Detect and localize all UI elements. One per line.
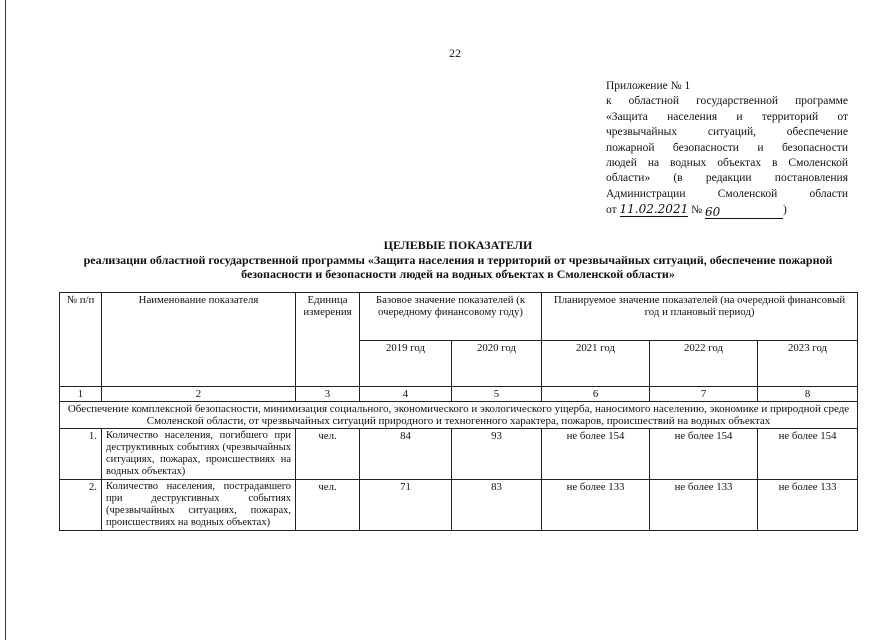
column-number: 1 — [60, 387, 102, 402]
column-number: 8 — [758, 387, 858, 402]
row-2023: не более 133 — [758, 480, 858, 531]
year-2020: 2020 год — [452, 341, 542, 387]
header-base: Базовое значение показателей (к очередному финансовому году) — [360, 293, 542, 341]
column-number: 2 — [102, 387, 296, 402]
section-heading: Обеспечение комплексной безопасности, минимизация социального, экономического и экологического ущерба, наносимого населению, экономике и природной среде Смоленской области, от чрезвычайных ситуаций природного и техногенного характера, пожаров, происшествий на водных объектах — [60, 402, 858, 429]
year-2022: 2022 год — [650, 341, 758, 387]
column-number: 3 — [296, 387, 360, 402]
header-unit: Единица измерения — [296, 293, 360, 387]
column-number: 6 — [542, 387, 650, 402]
number-prefix: № — [691, 204, 703, 217]
appendix-block — [606, 79, 848, 219]
header-num: № п/п — [60, 293, 102, 387]
table-row — [60, 429, 858, 480]
year-2023: 2023 год — [758, 341, 858, 387]
row-2021: не более 154 — [542, 429, 650, 480]
table-row — [60, 480, 858, 531]
column-number: 4 — [360, 387, 452, 402]
row-2020: 93 — [452, 429, 542, 480]
appendix-line: людей на водных объектах в Смоленской — [606, 157, 848, 170]
indicators-table — [59, 292, 858, 531]
row-2019: 71 — [360, 480, 452, 531]
column-number: 5 — [452, 387, 542, 402]
appendix-line: Администрации Смоленской области — [606, 187, 848, 200]
row-num: 1. — [60, 429, 102, 480]
row-num: 2. — [60, 480, 102, 531]
appendix-line: Приложение № 1 — [606, 80, 691, 92]
header-name: Наименование показателя — [102, 293, 296, 387]
appendix-line: к областной государственной программе — [606, 95, 848, 108]
row-name: Количество населения, погибшего при деструктивных событиях (чрезвычайных ситуациях, пожарах, происшествиях на водных объектах) — [102, 429, 296, 480]
row-unit: чел. — [296, 429, 360, 480]
row-2020: 83 — [452, 480, 542, 531]
date-value: 11.02.2021 — [619, 202, 689, 217]
year-2019: 2019 год — [360, 341, 452, 387]
appendix-line: пожарной безопасности и безопасности — [606, 141, 848, 154]
column-number: 7 — [650, 387, 758, 402]
appendix-line: «Защита населения и территорий от — [606, 110, 848, 123]
row-2021: не более 133 — [542, 480, 650, 531]
header-planned: Планируемое значение показателей (на очередной финансовый год и плановый период) — [542, 293, 858, 341]
page-number: 22 — [449, 46, 461, 60]
number-value: 60 — [705, 205, 783, 219]
row-2022: не более 154 — [650, 429, 758, 480]
closing-paren: ) — [782, 204, 787, 217]
row-2023: не более 154 — [758, 429, 858, 480]
row-2019: 84 — [360, 429, 452, 480]
document-title — [80, 238, 836, 282]
year-2021: 2021 год — [542, 341, 650, 387]
row-unit: чел. — [296, 480, 360, 531]
appendix-date-line — [606, 202, 848, 218]
row-name: Количество населения, пострадавшего при деструктивных событиях (чрезвычайных ситуациях, пожарах, происшествиях на водных объектах) — [102, 480, 296, 531]
title-heading: ЦЕЛЕВЫЕ ПОКАЗАТЕЛИ — [383, 238, 533, 252]
appendix-line: области» (в редакции постановления — [606, 172, 848, 185]
title-subheading: реализации областной государственной программы «Защита населения и территорий от чрезвычайных ситуаций, обеспечение пожарной безопасности и безопасности людей на водных объектах в Смоленской области» — [83, 252, 833, 281]
appendix-line: чрезвычайных ситуаций, обеспечение — [606, 126, 848, 139]
date-prefix: от — [606, 204, 617, 217]
row-2022: не более 133 — [650, 480, 758, 531]
scan-edge-line — [5, 0, 6, 640]
